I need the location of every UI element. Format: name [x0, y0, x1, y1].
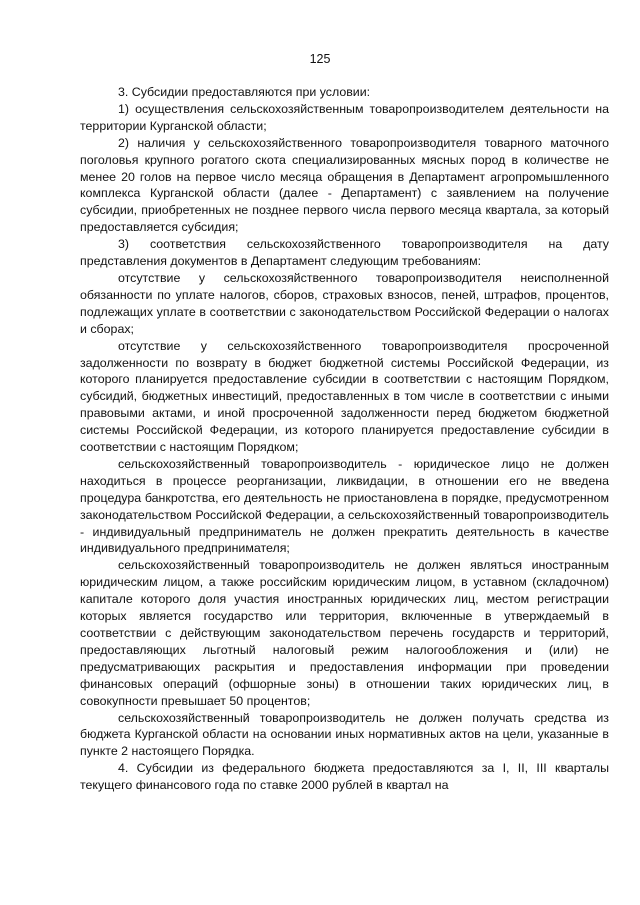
- paragraph-condition-1: 1) осуществления сельскохозяйственным товаропроизводителем деятельности на территории Курганской области;: [80, 101, 609, 133]
- document-body: [80, 84, 609, 794]
- page-number: 125: [309, 52, 331, 66]
- paragraph-requirement-no-budget-debt: отсутствие у сельскохозяйственного товаропроизводителя просроченной задолженности по возврату в бюджет бюджетной системы Российской Федерации, из которого планируется предоставление субсидии в соответствии с настоящим Порядком, субсидий, бюджетных инвестиций, предоставленных в том числе в соответствии с иными правовыми актами, и иной просроченной задолженности перед бюджетом бюджетной системы Российской Федерации, из которого планируется предоставление субсидии в соответствии с настоящим Порядком;: [80, 338, 609, 455]
- paragraph-requirement-no-tax-debt: отсутствие у сельскохозяйственного товаропроизводителя неисполненной обязанности по уплате налогов, сборов, страховых взносов, пеней, штрафов, процентов, подлежащих уплате в соответствии с законодательством Российской Федерации о налогах и сборах;: [80, 270, 609, 336]
- paragraph-condition-3: 3) соответствия сельскохозяйственного товаропроизводителя на дату представления документов в Департамент следующим требованиям:: [80, 237, 609, 269]
- paragraph-requirement-not-foreign: сельскохозяйственный товаропроизводитель не должен являться иностранным юридическим лицом, а также российским юридическим лицом, в уставном (складочном) капитале которого доля участия иностранных юридических лиц, местом регистрации которых является государство или территория, включенные в утверждаемый в соответствии с действующим законодательством перечень государств и территорий, предоставляющих льготный налоговый режим налогообложения и (или) не предусматривающих раскрытия и предоставления информации при проведении финансовых операций (офшорные зоны) в отношении таких юридических лиц, в совокупности превышает 50 процентов;: [80, 558, 609, 708]
- paragraph-requirement-no-reorganization: сельскохозяйственный товаропроизводитель - юридическое лицо не должен находиться в процессе реорганизации, ликвидации, в отношении его не введена процедура банкротства, его деятельность не приостановлена в порядке, предусмотренном законодательством Российской Федерации, а сельскохозяйственный товаропроизводитель - индивидуальный предприниматель не должен прекратить деятельность в качестве индивидуального предпринимателя;: [80, 456, 609, 556]
- paragraph-condition-2: 2) наличия у сельскохозяйственного товаропроизводителя товарного маточного поголовья крупного рогатого скота специализированных мясных пород в количестве не менее 20 голов на первое число месяца обращения в Департамент агропромышленного комплекса Курганской области (далее - Департамент) с заявлением на получение субсидии, приобретенных не позднее первого числа первого месяца квартала, за который предоставляется субсидия;: [80, 135, 609, 235]
- paragraph-section-4: 4. Субсидии из федерального бюджета предоставляются за I, II, III кварталы текущего финансового года по ставке 2000 рублей в квартал на: [80, 761, 609, 793]
- paragraph-requirement-no-other-funds: сельскохозяйственный товаропроизводитель не должен получать средства из бюджета Курганской области на основании иных нормативных актов на цели, указанные в пункте 2 настоящего Порядка.: [80, 710, 609, 759]
- paragraph-conditions-intro: 3. Субсидии предоставляются при условии:: [118, 85, 371, 99]
